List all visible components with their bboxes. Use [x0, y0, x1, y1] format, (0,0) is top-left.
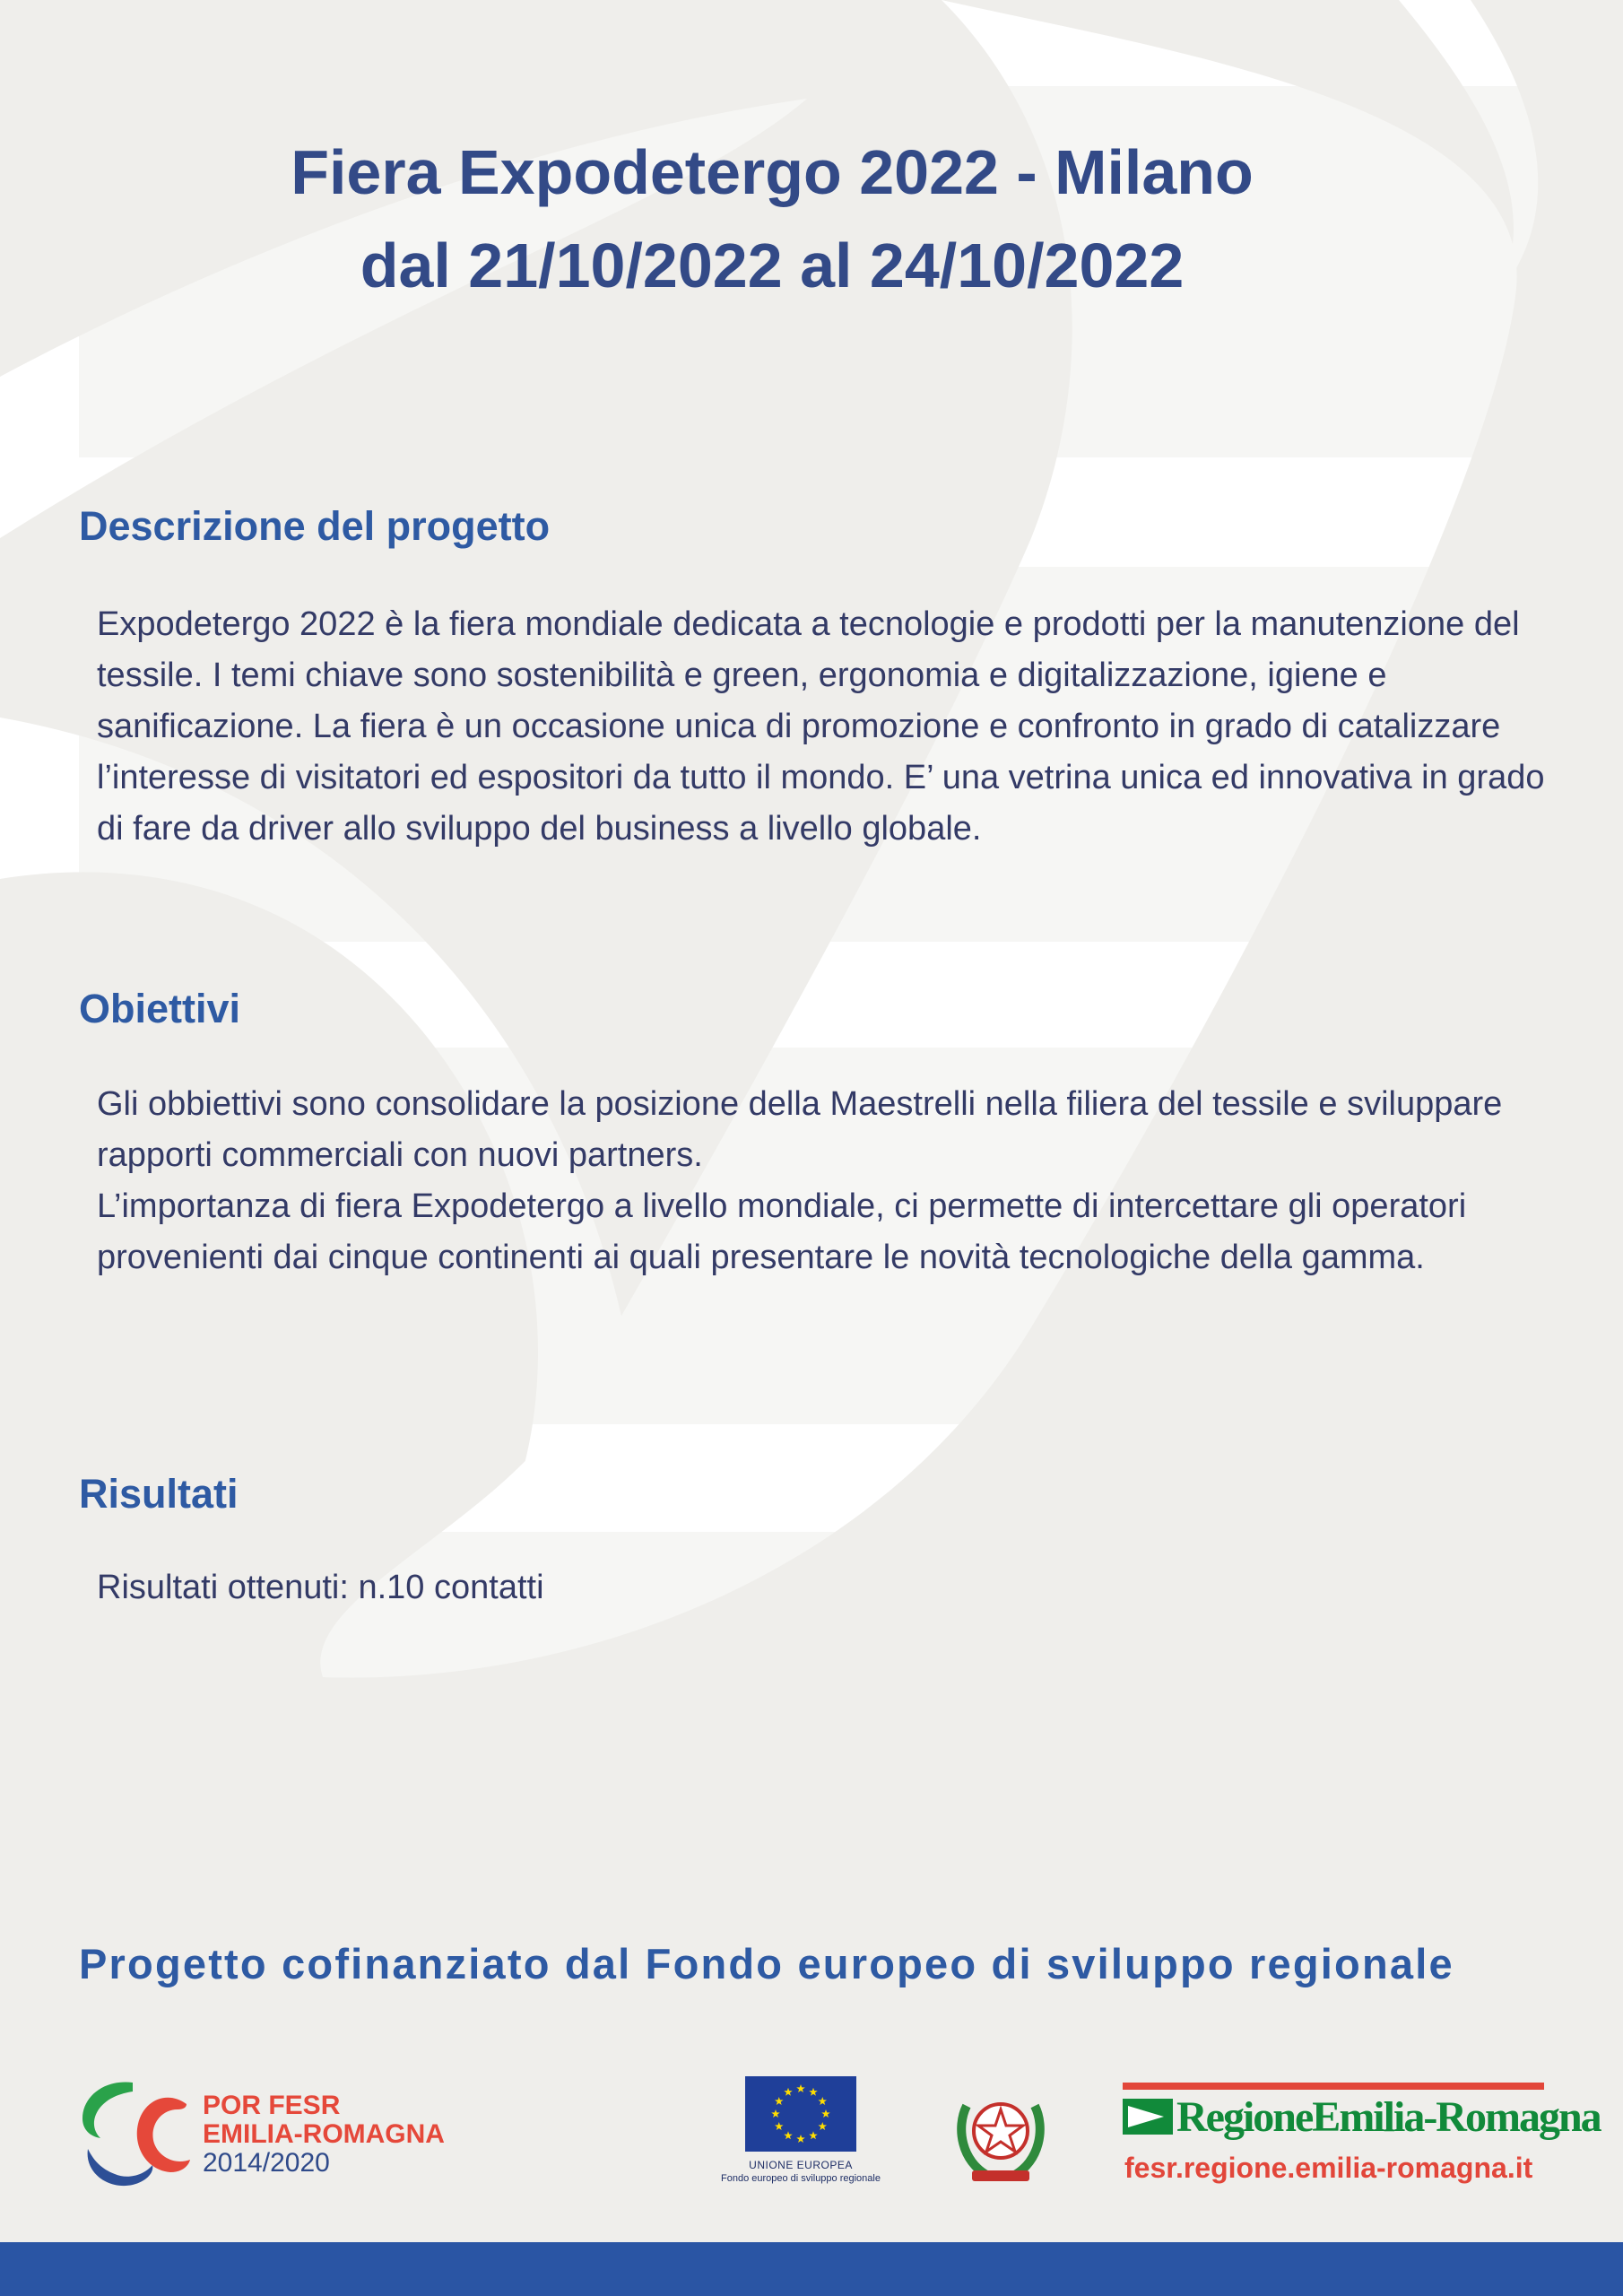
eu-logo — [698, 2076, 904, 2193]
por-fesr-line-3: 2014/2020 — [203, 2148, 330, 2178]
risultati-paragraph: Risultati ottenuti: n.10 contatti — [97, 1569, 544, 1606]
cofinanziamento-text: Progetto cofinanziato dal Fondo europeo di sviluppo regionale — [79, 1940, 1454, 1987]
descrizione-heading: Descrizione del progetto — [79, 503, 551, 549]
regione-name: RegioneEmilia-Romagna — [1176, 2093, 1601, 2141]
por-fesr-text — [203, 2092, 445, 2178]
eu-flag-icon — [745, 2076, 856, 2152]
eu-caption-2: Fondo europeo di sviluppo regionale — [721, 2173, 881, 2184]
bottom-bar — [0, 2242, 1623, 2296]
regione-red-bar — [1123, 2083, 1544, 2090]
repubblica-emblem — [952, 2079, 1049, 2190]
obiettivi-text — [97, 1079, 1549, 1283]
descrizione-text — [97, 599, 1549, 855]
page-title — [79, 126, 1465, 312]
regione-emilia-romagna-logo — [1123, 2083, 1601, 2190]
title-line-2: dal 21/10/2022 al 24/10/2022 — [360, 230, 1185, 300]
title-line-1: Fiera Expodetergo 2022 - Milano — [291, 137, 1254, 207]
descrizione-paragraph: Expodetergo 2022 è la fiera mondiale dedicata a tecnologie e prodotti per la manutenzione del tessile. I temi chiave sono sostenibilità e green, ergonomia e digitalizzazione, igiene e sanificazione. La fiera è un occasione unica di promozione e confronto in grado di catalizzare l’interesse di visitatori ed espositori da tutto il mondo. E’ una vetrina unica ed innovativa in grado di fare da driver allo sviluppo del business a livello globale. — [97, 605, 1545, 848]
por-fesr-logo — [77, 2072, 454, 2197]
obiettivi-paragraph-1: Gli obbiettivi sono consolidare la posizione della Maestrelli nella filiera del tessile e sviluppare rapporti commerciali con nuovi partners. — [97, 1085, 1503, 1174]
obiettivi-paragraph-2: L’importanza di fiera Expodetergo a livello mondiale, ci permette di intercettare gli operatori provenienti dai cinque continenti ai quali presentare le novità tecnologiche della gamma. — [97, 1187, 1467, 1276]
risultati-text — [97, 1562, 1549, 1613]
eu-caption-1: UNIONE EUROPEA — [749, 2159, 853, 2171]
risultati-heading: Risultati — [79, 1471, 239, 1517]
por-fesr-swirl-icon — [77, 2072, 194, 2197]
regione-flag-icon — [1123, 2099, 1173, 2135]
regione-url[interactable]: fesr.regione.emilia-romagna.it — [1124, 2152, 1533, 2184]
repubblica-emblem-icon — [952, 2079, 1049, 2190]
obiettivi-heading: Obiettivi — [79, 986, 241, 1031]
por-fesr-line-2: EMILIA-ROMAGNA — [203, 2119, 445, 2149]
por-fesr-line-1: POR FESR — [203, 2091, 341, 2120]
